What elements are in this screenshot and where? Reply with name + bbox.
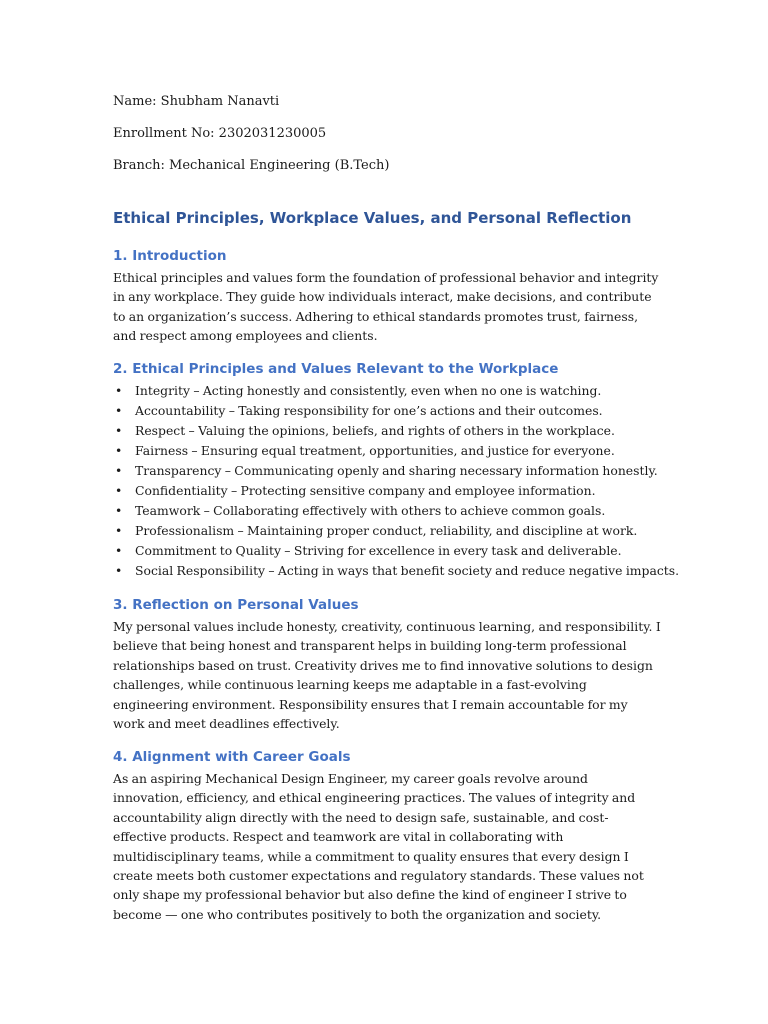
heading-ethical-principles: 2. Ethical Principles and Values Relevant to the Workplace	[113, 361, 559, 377]
heading-introduction: 1. Introduction	[113, 248, 227, 264]
document-title: Ethical Principles, Workplace Values, and Personal Reflection	[113, 209, 632, 227]
list-item: • Integrity – Acting honestly and consistently, even when no one is watching.	[113, 381, 673, 401]
list-item: • Transparency – Communicating openly and sharing necessary information honestly.	[113, 461, 673, 481]
introduction-paragraph: Ethical principles and values form the foundation of professional behavior and integrity in any workplace. They guide how individuals interact, make decisions, and contribute to an organization’s success. Adhering to ethical standards promotes trust, fairness, and respect among employees and clients.	[113, 270, 659, 344]
student-name: Name: Shubham Nanavti	[113, 94, 280, 109]
principles-list	[113, 381, 680, 581]
list-item: • Commitment to Quality – Striving for excellence in every task and deliverable.	[113, 541, 673, 561]
bullet-marker: •	[115, 523, 123, 538]
list-item: • Respect – Valuing the opinions, beliefs, and rights of others in the workplace.	[113, 421, 673, 441]
heading-career-goals: 4. Alignment with Career Goals	[113, 749, 351, 765]
bullet-marker: •	[115, 483, 123, 498]
list-item: • Confidentiality – Protecting sensitive company and employee information.	[113, 481, 673, 501]
bullet-marker: •	[115, 563, 123, 578]
list-item: • Accountability – Taking responsibility for one’s actions and their outcomes.	[113, 401, 673, 421]
bullet-marker: •	[115, 403, 123, 418]
reflection-paragraph: My personal values include honesty, creativity, continuous learning, and responsibility. I believe that being honest and transparent helps in building long-term professional relationships based on trust. Creativity drives me to find innovative solutions to design challenges, while continuous learning keeps me adaptable in a fast-evolving engineering environment. Responsibility ensures that I remain accountable for my work and meet deadlines effectively.	[113, 619, 661, 732]
enrollment-number: Enrollment No: 2302031230005	[113, 126, 327, 141]
list-item: • Professionalism – Maintaining proper conduct, reliability, and discipline at work.	[113, 521, 673, 541]
list-item: • Social Responsibility – Acting in ways that benefit society and reduce negative impacts.	[113, 561, 673, 581]
bullet-marker: •	[115, 543, 123, 558]
bullet-marker: •	[115, 463, 123, 478]
bullet-marker: •	[115, 423, 123, 438]
bullet-marker: •	[115, 383, 123, 398]
list-item: • Fairness – Ensuring equal treatment, opportunities, and justice for everyone.	[113, 441, 673, 461]
heading-personal-values: 3. Reflection on Personal Values	[113, 597, 359, 613]
branch: Branch: Mechanical Engineering (B.Tech)	[113, 158, 390, 173]
bullet-marker: •	[115, 503, 123, 518]
list-item: • Teamwork – Collaborating effectively with others to achieve common goals.	[113, 501, 673, 521]
career-goals-paragraph: As an aspiring Mechanical Design Engineer, my career goals revolve around innovation, efficiency, and ethical engineering practices. The values of integrity and accountability align directly with the need to design safe, sustainable, and cost-effective products. Respect and teamwork are vital in collaborating with multidisciplinary teams, while a commitment to quality ensures that every design I create meets both customer expectations and regulatory standards. These values not only shape my professional behavior but also define the kind of engineer I strive to become — one who contributes positively to both the organization and society.	[113, 771, 644, 922]
bullet-marker: •	[115, 443, 123, 458]
